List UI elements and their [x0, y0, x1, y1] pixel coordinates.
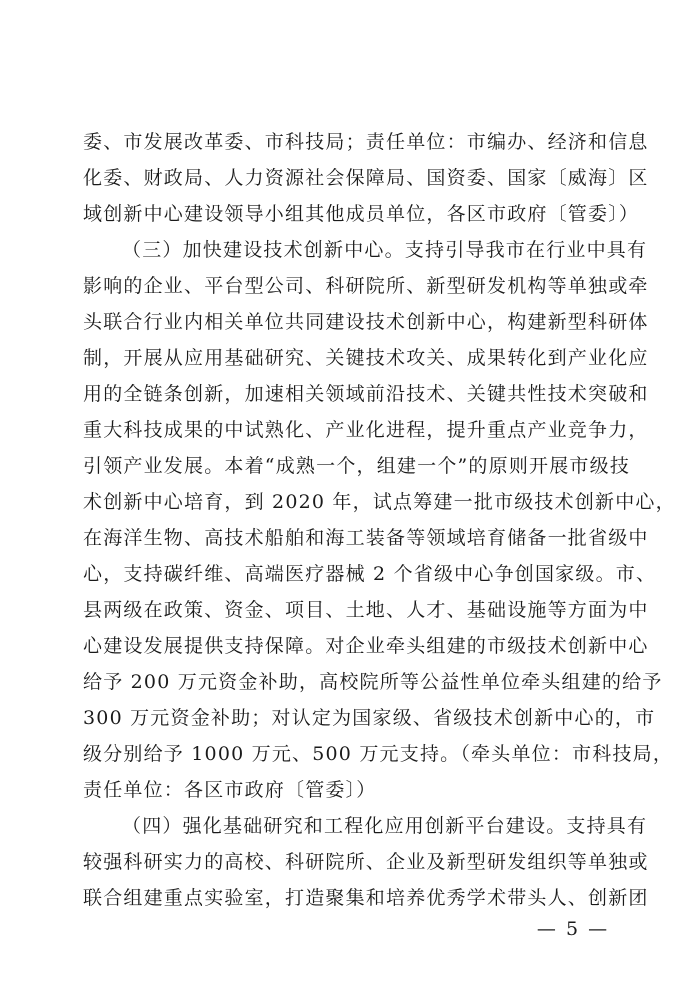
text-line: 在海洋生物、高技术船舶和海工装备等领域培育储备一批省级中: [83, 527, 649, 549]
text-line: 心，支持碳纤维、高端医疗器械 2 个省级中心争创国家级。市、: [83, 563, 657, 585]
text-line: 责任单位：各区市政府〔管委〕）: [83, 779, 377, 801]
text-line: 影响的企业、平台型公司、科研院所、新型研发机构等单独或牵: [83, 275, 649, 297]
paragraph-heading-line: （三）加快建设技术创新中心。支持引导我市在行业中具有: [122, 239, 648, 261]
text-line: 头联合行业内相关单位共同建设技术创新中心，构建新型科研体: [83, 311, 649, 333]
text-line: 心建设发展提供支持保障。对企业牵头组建的市级技术创新中心: [83, 635, 649, 657]
text-line: 县两级在政策、资金、项目、土地、人才、基础设施等方面为中: [83, 599, 649, 621]
paragraph-heading-line: （四）强化基础研究和工程化应用创新平台建设。支持具有: [122, 815, 648, 837]
text-line: 联合组建重点实验室，打造聚集和培养优秀学术带头人、创新团: [83, 887, 649, 909]
text-line: 300 万元资金补助；对认定为国家级、省级技术创新中心的，市: [83, 707, 656, 729]
text-line: 给予 200 万元资金补助，高校院所等公益性单位牵头组建的给予: [83, 671, 663, 693]
text-line: 域创新中心建设领导小组其他成员单位，各区市政府〔管委〕）: [83, 203, 640, 225]
text-line: 重大科技成果的中试熟化、产业化进程，提升重点产业竞争力，: [83, 419, 649, 441]
text-line: 用的全链条创新，加速相关领域前沿技术、关键共性技术突破和: [83, 383, 649, 405]
text-line: 委、市发展改革委、市科技局；责任单位：市编办、经济和信息: [83, 131, 649, 153]
page-number: — 5 —: [536, 918, 610, 940]
text-line: 较强科研实力的高校、科研院所、企业及新型研发组织等单独或: [83, 851, 649, 873]
text-line: 引领产业发展。本着“成熟一个，组建一个”的原则开展市级技: [83, 455, 631, 477]
text-line: 级分别给予 1000 万元、500 万元支持。（牵头单位：市科技局，: [83, 743, 674, 765]
text-line: 化委、财政局、人力资源社会保障局、国资委、国家〔威海〕区: [83, 167, 649, 189]
text-line: 制，开展从应用基础研究、关键技术攻关、成果转化到产业化应: [83, 347, 649, 369]
text-line: 术创新中心培育，到 2020 年，试点筹建一批市级技术创新中心，: [83, 491, 676, 513]
